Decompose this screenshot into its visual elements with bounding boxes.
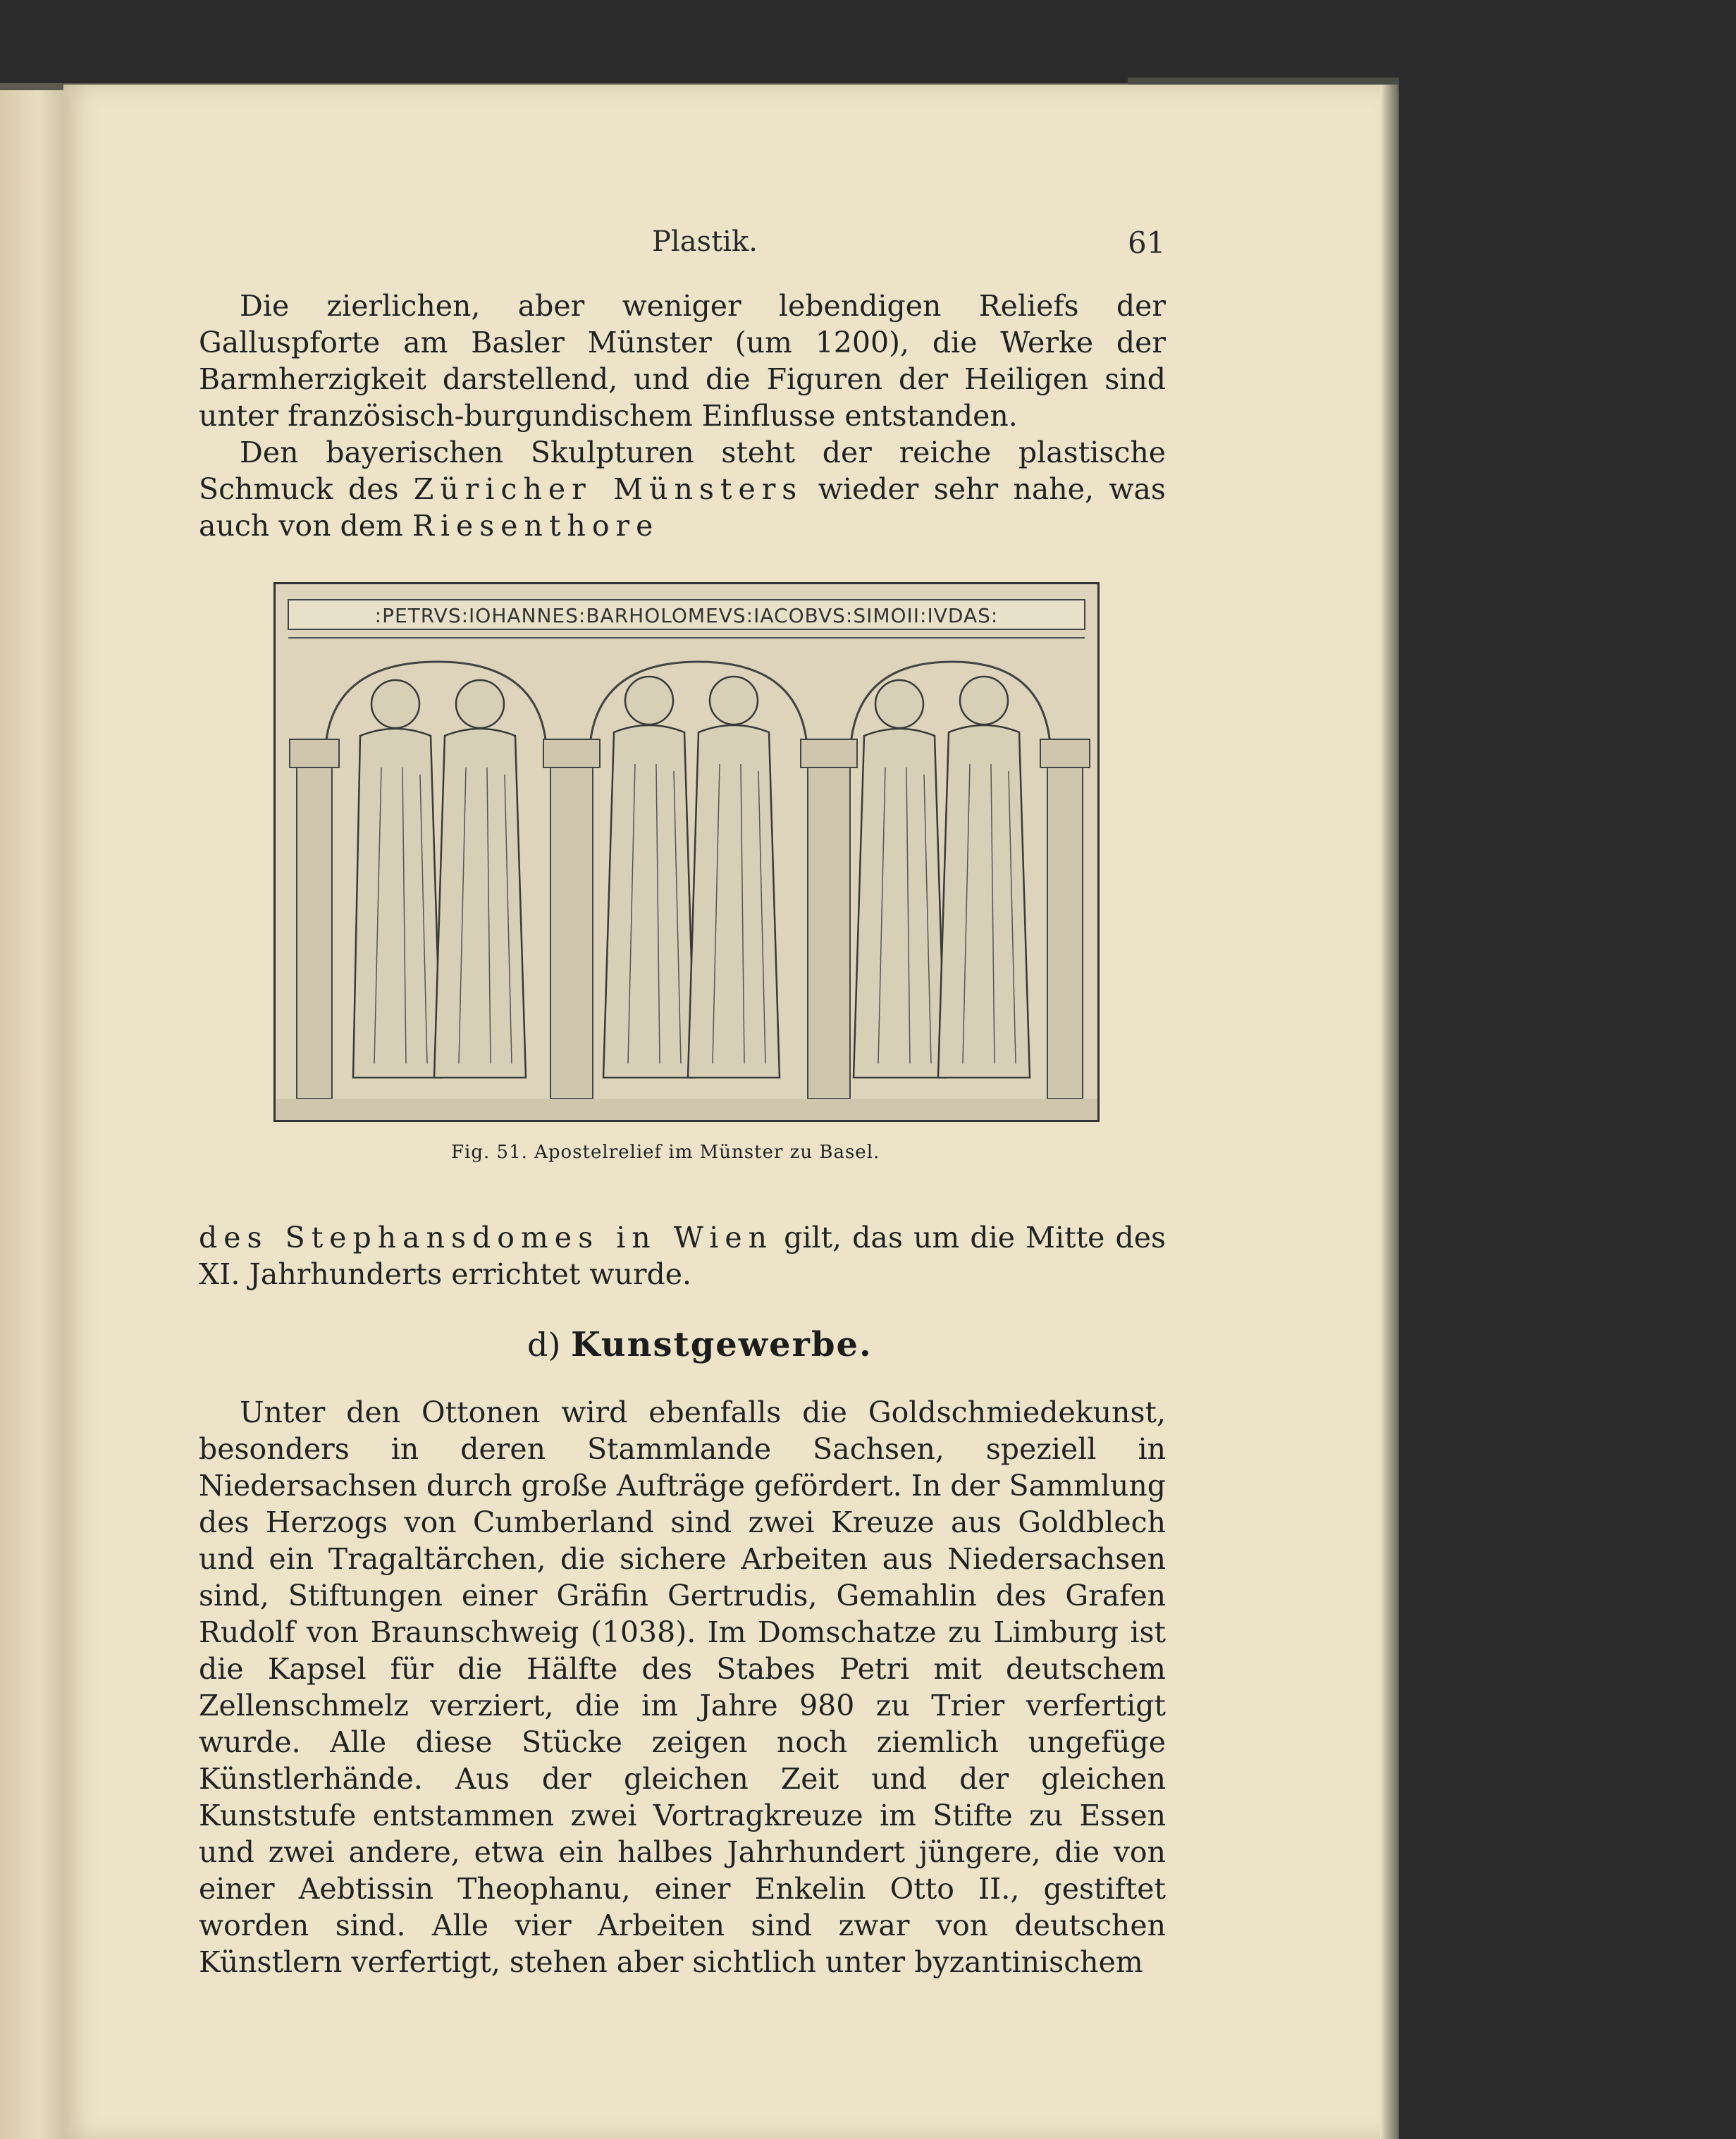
section-heading (527, 1325, 873, 1364)
figure-caption: Fig. 51. Apostelrelief im Münster zu Basel. (451, 1142, 880, 1163)
relief-inscription: :PETRVS:IOHANNES:BARHOLOMEVS:IACOBVS:SIMOII:IVDAS: (374, 604, 999, 627)
paragraph-zuericher-muenster (199, 434, 1166, 544)
text-run: wieder sehr nahe, was auch von dem (199, 472, 1166, 543)
page-fore-edge (1380, 85, 1398, 2139)
previous-page-edge (0, 90, 63, 2139)
section-title: Kunstgewerbe. (571, 1325, 873, 1364)
paragraph-galluspforte: Die zierlichen, aber weniger lebendigen Reliefs der Galluspforte am Basler Münster (um 1200), die Werke der Barmherzigkeit darstellend, und die Figuren der Heiligen sind unter französisch-burgundischem Einflusse entstanden. (199, 289, 1166, 433)
section-label: d) (527, 1326, 561, 1364)
emphasized-text: des Stephansdomes in Wien (199, 1221, 774, 1255)
apostle-relief-figure (273, 582, 1100, 1122)
emphasized-text: Riesenthore (412, 509, 660, 543)
relief-illustration (276, 584, 1097, 1120)
page-number: 61 (1128, 226, 1166, 260)
text-run: Den bayerischen Skulpturen steht der reiche plastische Schmuck des (199, 436, 1166, 506)
paragraph-stephansdom (199, 1219, 1166, 1293)
running-title: Plastik. (652, 226, 758, 258)
text-run: gilt, das um die Mitte des XI. Jahrhunderts errichtet wurde. (199, 1221, 1166, 1291)
emphasized-text: Züricher Münsters (413, 472, 804, 506)
paragraph-ottonen: Unter den Ottonen wird ebenfalls die Goldschmiedekunst, besonders in deren Stammlande Sachsen, speziell in Niedersachsen durch große Aufträge gefördert. In der Sammlung des Herzogs von Cumberland sind zwei Kreuze aus Goldblech und ein Tragaltärchen, die sichere Arbeiten aus Niedersachsen sind, Stiftungen einer Gräfin Gertrudis, Gemahlin des Grafen Rudolf von Braunschweig (1038). Im Domschatze zu Limburg ist die Kapsel für die Hälfte des Stabes Petri mit deutschem Zellenschmelz verziert, die im Jahre 980 zu Trier verfertigt wurde. Alle diese Stücke zeigen noch ziemlich ungefüge Künstlerhände. Aus der gleichen Zeit und der gleichen Kunststufe entstammen zwei Vortragkreuze im Stifte zu Essen und zwei andere, etwa ein halbes Jahrhundert jüngere, die von einer Aebtissin Theophanu, einer Enkelin Otto II., gestiftet worden sind. Alle vier Arbeiten sind zwar von deutschen Künstlern verfertigt, stehen aber sichtlich unter byzantinischem (199, 1395, 1166, 1979)
